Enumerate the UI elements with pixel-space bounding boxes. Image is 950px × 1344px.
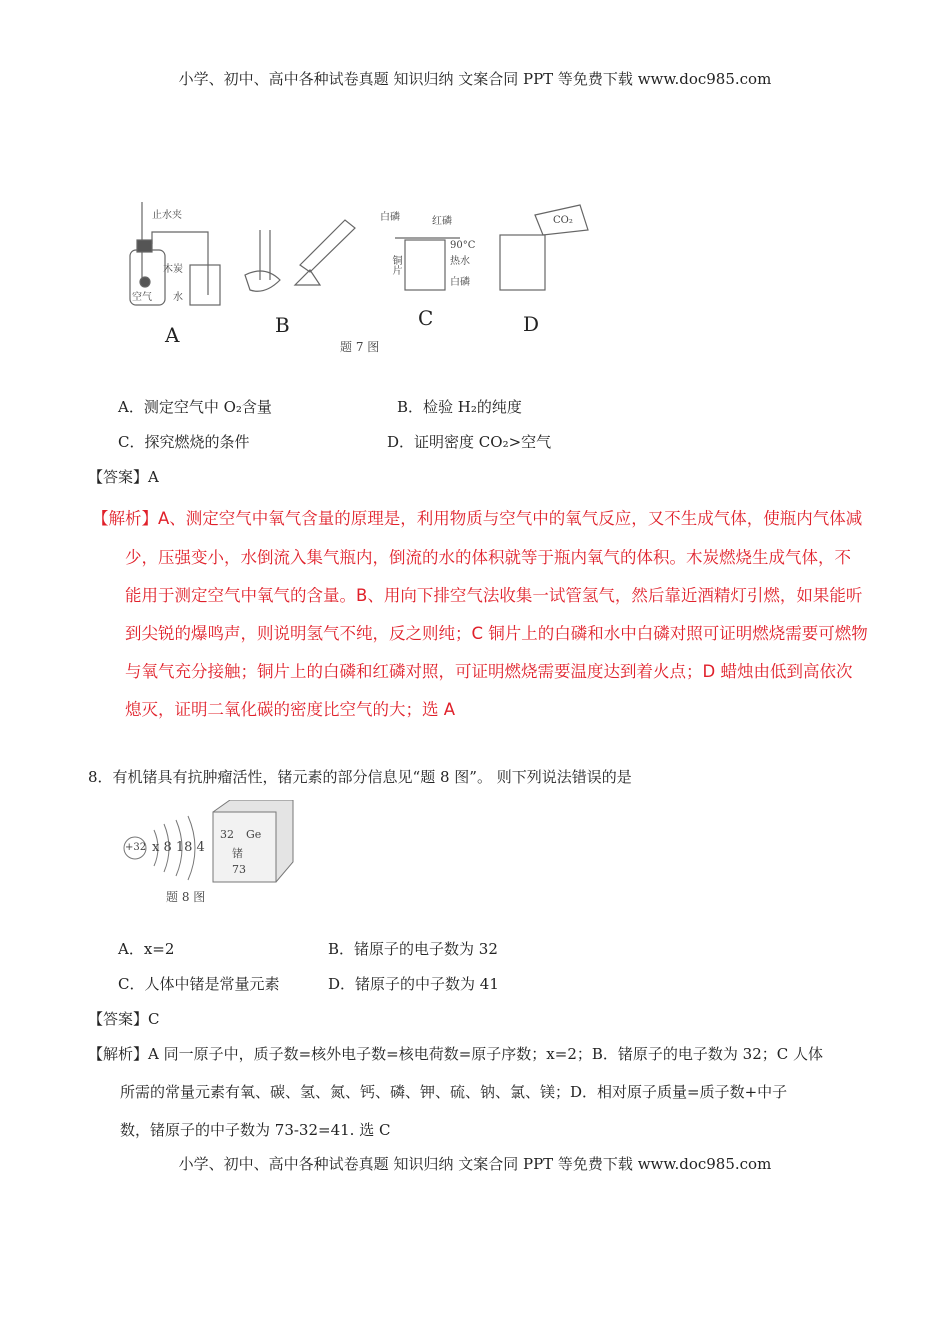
label-water: 水 <box>173 292 183 303</box>
q7-analysis-line: 【解析】A、测定空气中氧气含量的原理是，利用物质与空气中的氧气反应，又不生成气体，使瓶内气体减 <box>92 509 863 528</box>
q8-option-c: C．人体中锗是常量元素 <box>118 975 280 993</box>
figure-7-caption: 题 7 图 <box>340 340 380 354</box>
label-clamp: 止水夹 <box>152 210 182 221</box>
label-copper-sheet: 铜片 <box>390 255 401 275</box>
element-mass: 73 <box>232 863 246 876</box>
q7-analysis-line: 少，压强变小，水倒流入集气瓶内，倒流的水的体积就等于瓶内氧气的体积。木炭燃烧生成气体，不 <box>125 548 851 567</box>
label-temperature: 90°C <box>450 240 476 251</box>
label-white-phosphorus-2: 白磷 <box>450 277 470 288</box>
label-air: 空气 <box>132 292 152 303</box>
label-red-phosphorus: 红磷 <box>432 216 452 227</box>
nucleus-charge: +32 <box>125 842 147 853</box>
figure-8-caption: 题 8 图 <box>166 890 206 904</box>
q7-option-c: C．探究燃烧的条件 <box>118 433 250 451</box>
q7-analysis-line: 能用于测定空气中氧气的含量。B、用向下排空气法收集一试管氢气，然后靠近酒精灯引燃，如果能听 <box>125 586 863 605</box>
q8-option-a: A．x=2 <box>118 940 175 958</box>
q7-answer: 【答案】A <box>88 468 159 486</box>
q8-option-b: B．锗原子的电子数为 32 <box>328 940 498 958</box>
q7-analysis-line: 与氧气充分接触；铜片上的白磷和红磷对照，可证明燃烧需要温度达到着火点；D 蜡烛由低到高依次 <box>125 662 853 681</box>
q8-question: 8．有机锗具有抗肿瘤活性，锗元素的部分信息见“题 8 图”。 则下列说法错误的是 <box>88 768 632 786</box>
q7-option-b: B．检验 H₂的纯度 <box>397 398 522 416</box>
electron-shells: x 8 18 4 <box>152 840 205 855</box>
label-charcoal: 木炭 <box>163 264 183 275</box>
figure-7 <box>110 190 600 360</box>
figure-letter-a: A <box>165 323 180 347</box>
figure-8 <box>118 800 298 910</box>
figure-letter-b: B <box>275 313 290 337</box>
element-name: 锗 <box>232 847 243 860</box>
q8-option-d: D．锗原子的中子数为 41 <box>328 975 499 993</box>
label-co2: CO₂ <box>553 215 573 226</box>
figure-letter-c: C <box>418 306 434 330</box>
q7-option-a: A．测定空气中 O₂含量 <box>118 398 272 416</box>
q7-analysis-line: 熄灭，证明二氧化碳的密度比空气的大；选 A <box>125 700 456 719</box>
figure-letter-d: D <box>523 312 540 336</box>
q8-analysis-line: 数，锗原子的中子数为 73-32=41. 选 C <box>120 1121 391 1139</box>
q8-analysis-line: 所需的常量元素有氧、碳、氢、氮、钙、磷、钾、硫、钠、氯、镁；D．相对原子质量=质子数+中子 <box>120 1083 788 1101</box>
q7-option-d: D．证明密度 CO₂>空气 <box>387 433 552 451</box>
element-atomic-number: 32 <box>220 828 234 841</box>
element-symbol: Ge <box>246 828 262 841</box>
q8-answer: 【答案】C <box>88 1010 160 1028</box>
label-white-phosphorus: 白磷 <box>380 212 400 223</box>
q8-analysis-line: 【解析】A 同一原子中，质子数=核外电子数=核电荷数=原子序数；x=2；B．锗原子的电子数为 32；C 人体 <box>88 1045 824 1063</box>
label-hot-water: 热水 <box>450 256 470 267</box>
page-header: 小学、初中、高中各种试卷真题 知识归纳 文案合同 PPT 等免费下载 www.doc985.com <box>178 70 772 88</box>
q7-analysis-line: 到尖锐的爆鸣声，则说明氢气不纯，反之则纯；C 铜片上的白磷和水中白磷对照可证明燃烧需要可燃物 <box>125 624 868 643</box>
page-footer: 小学、初中、高中各种试卷真题 知识归纳 文案合同 PPT 等免费下载 www.doc985.com <box>178 1155 772 1173</box>
